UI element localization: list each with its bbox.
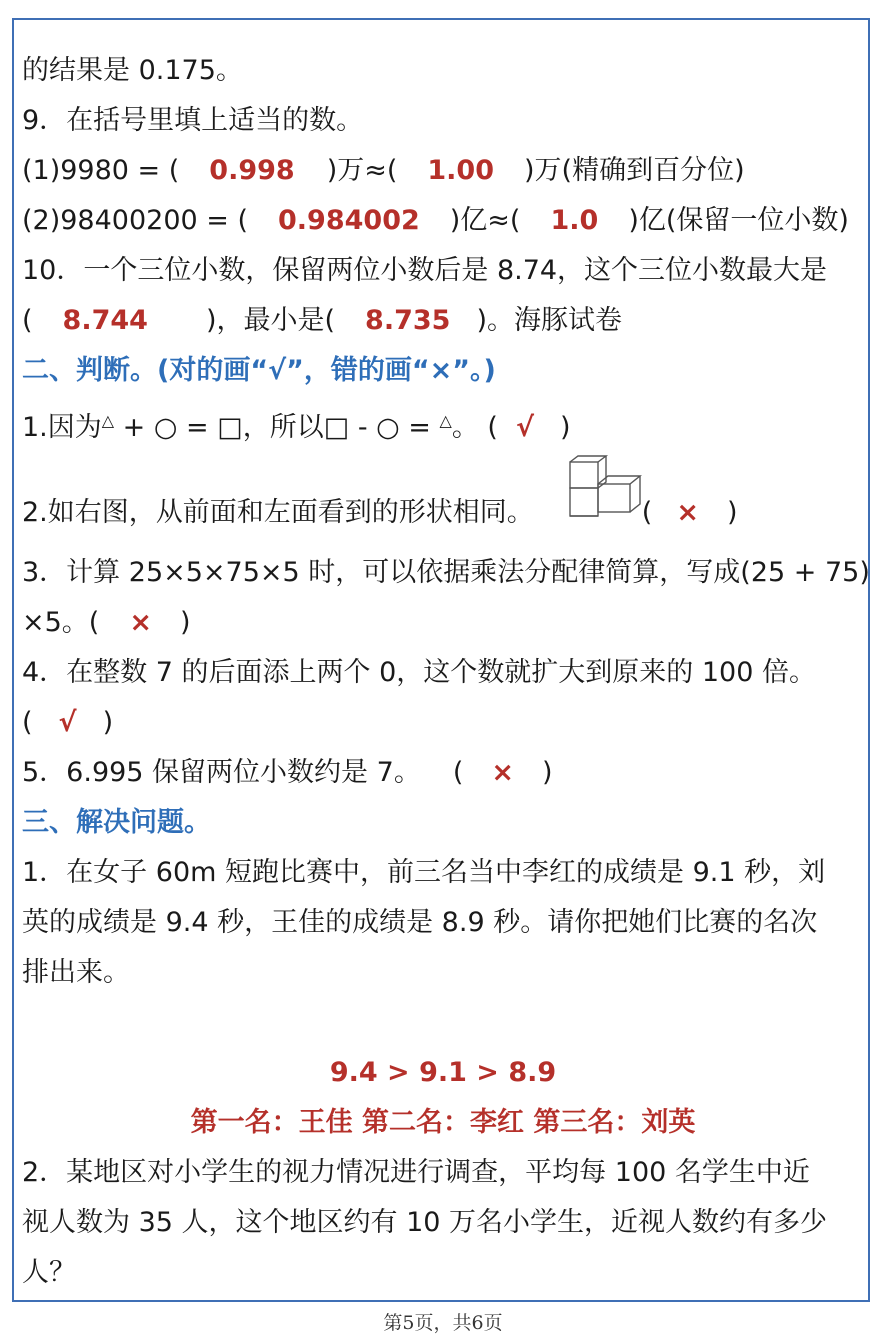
problem-2-line-2: 视人数为 35 人，这个地区约有 10 万名小学生，近视人数约有多少 xyxy=(22,1207,828,1238)
q10-answer-max: 8.744 xyxy=(62,305,148,336)
j2-text: 2.如右图，从前面和左面看到的形状相同。 xyxy=(22,497,534,528)
page-footer: 第5页，共6页 xyxy=(383,1312,503,1334)
judgement-3: 3．计算 25×5×75×5 时，可以依据乘法分配律简算，写成(25 + 75) xyxy=(22,557,870,588)
j1-a: 1.因为 xyxy=(22,412,102,443)
q10-suffix: )。海豚试卷 xyxy=(476,305,622,336)
q9-2-suffix: )亿(保留一位小数) xyxy=(628,205,849,236)
j1-c: 。 ( xyxy=(451,412,498,443)
triangle-icon: △ xyxy=(439,411,452,430)
j4-close: ) xyxy=(102,707,114,738)
q9-2-answer-a: 0.984002 xyxy=(278,205,420,236)
judgement-1 xyxy=(22,396,866,446)
q9-1-prefix: (1)9980 = ( xyxy=(22,155,180,186)
text-line: 的结果是 0.175。 xyxy=(22,55,243,86)
q9-1-suffix: )万(精确到百分位) xyxy=(524,155,745,186)
cube-figure xyxy=(566,454,644,520)
q9-2-prefix: (2)98400200 = ( xyxy=(22,205,248,236)
section-heading-judgement: 二、判断。(对的画“√”，错的画“×”。) xyxy=(22,355,496,386)
question-9-2 xyxy=(22,196,866,246)
q10-open: ( xyxy=(22,305,33,336)
j5-text: 5．6.995 保留两位小数约是 7。 xyxy=(22,757,421,788)
j2-open: ( xyxy=(641,497,653,528)
j3-answer: × xyxy=(129,607,152,638)
triangle-icon: △ xyxy=(101,411,115,430)
j1-b: + ○ = □，所以□ - ○ = xyxy=(114,412,440,443)
q9-2-mid: )亿≈( xyxy=(449,205,521,236)
j1-answer: √ xyxy=(515,412,534,443)
question-10-answers xyxy=(22,296,866,346)
j5-answer: × xyxy=(491,757,514,788)
judgement-3-cont xyxy=(22,598,866,648)
j5-open: ( xyxy=(452,757,464,788)
problem-1-line-2: 英的成绩是 9.4 秒，王佳的成绩是 8.9 秒。请你把她们比赛的名次 xyxy=(22,907,818,938)
judgement-4-cont xyxy=(22,698,866,748)
j1-d: ) xyxy=(559,412,571,443)
problem-1-answer-ranking: 第一名：王佳 第二名：李红 第三名：刘英 xyxy=(190,1107,696,1138)
j3-close: ) xyxy=(179,607,191,638)
judgement-5 xyxy=(22,748,866,798)
judgement-2 xyxy=(22,488,866,538)
j4-answer: √ xyxy=(58,707,77,738)
q9-2-answer-b: 1.0 xyxy=(550,205,599,236)
q9-1-answer-a: 0.998 xyxy=(209,155,295,186)
q9-1-mid: )万≈( xyxy=(326,155,398,186)
j4-open: ( xyxy=(22,707,33,738)
section-heading-problems: 三、解决问题。 xyxy=(22,807,211,838)
problem-1-answer-order: 9.4 > 9.1 > 8.9 xyxy=(329,1057,557,1088)
question-9: 9．在括号里填上适当的数。 xyxy=(22,105,364,136)
problem-1-line-3: 排出来。 xyxy=(22,957,130,988)
problem-2-line-3: 人？ xyxy=(22,1257,76,1288)
j5-close: ) xyxy=(542,757,553,788)
question-10: 10．一个三位小数，保留两位小数后是 8.74，这个三位小数最大是 xyxy=(22,255,828,286)
judgement-4: 4．在整数 7 的后面添上两个 0，这个数就扩大到原来的 100 倍。 xyxy=(22,657,816,688)
q10-mid: )，最小是( xyxy=(205,305,336,336)
q9-1-answer-b: 1.00 xyxy=(427,155,495,186)
problem-2-line-1: 2．某地区对小学生的视力情况进行调查，平均每 100 名学生中近 xyxy=(22,1157,810,1188)
question-9-1 xyxy=(22,146,866,196)
problem-1-line-1: 1．在女子 60m 短跑比赛中，前三名当中李红的成绩是 9.1 秒，刘 xyxy=(22,857,826,888)
j2-close: ) xyxy=(726,497,738,528)
q10-answer-min: 8.735 xyxy=(365,305,451,336)
j2-answer: × xyxy=(676,497,699,528)
j3-text: ×5。( xyxy=(22,607,100,638)
